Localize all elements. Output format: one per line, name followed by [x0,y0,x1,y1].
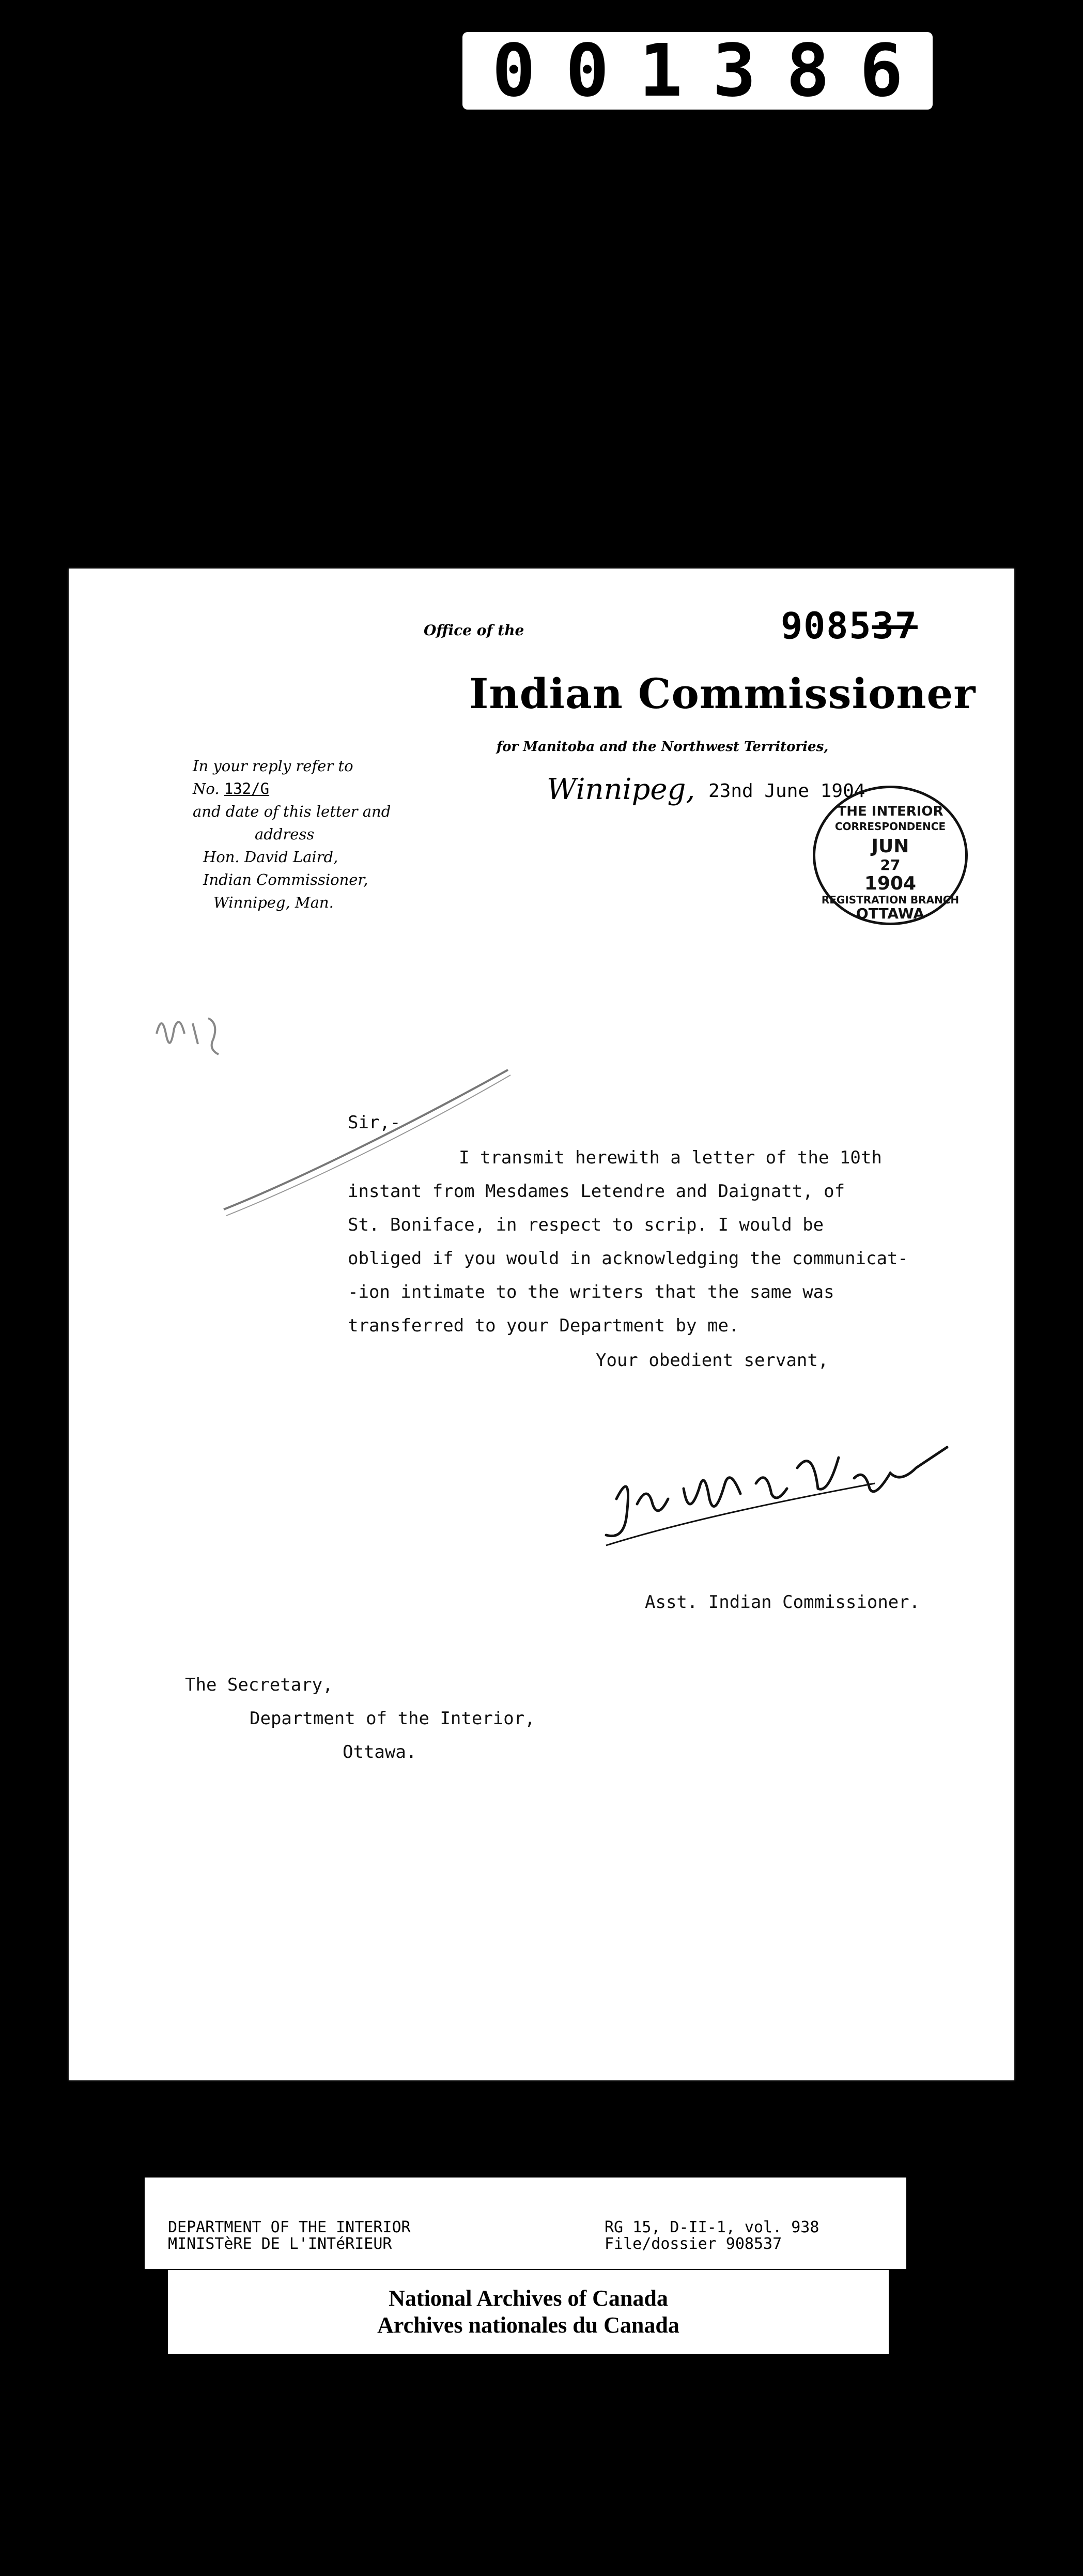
frame-number-label [462,28,933,113]
reply-line-4: address [255,825,315,843]
reply-instructions [193,755,391,914]
reply-reference: 132/G [224,780,270,798]
dept-french: MINISTèRE DE L'INTéRIEUR [168,2235,392,2253]
archive-reference-label [145,2178,906,2269]
national-archives-label [168,2270,889,2354]
letter-page [69,569,1014,2080]
file-number-stamp [781,605,918,647]
letterhead-subtitle: for Manitoba and the Northwest Territories, [497,739,829,755]
recipient-line-3: Ottawa. [343,1742,417,1762]
office-of-label: Office of the [424,622,524,639]
dept-english: DEPARTMENT OF THE INTERIOR [168,2218,411,2236]
reply-line-2 [193,777,391,800]
received-stamp [813,786,968,925]
reply-line-5: Hon. David Laird, [203,848,338,866]
archive-ref-line-1: RG 15, D-II-1, vol. 938 [605,2218,819,2236]
stamp-month: JUN [871,836,909,857]
body-line-5: -ion intimate to the writers that the same was [348,1282,834,1302]
archives-name-english: National Archives of Canada [389,2286,668,2311]
file-number-struck: 37 [872,605,918,647]
archive-ref-line-2: File/dossier 908537 [605,2235,782,2253]
stamp-day: 27 [880,856,901,873]
letterhead-title: Indian Commissioner [469,669,976,718]
stamp-line-6: REGISTRATION BRANCH [821,894,960,906]
stamp-line-1: THE INTERIOR [837,804,943,819]
body-line-2: instant from Mesdames Letendre and Daignatt, of [348,1181,845,1202]
handwritten-signature [585,1427,999,1551]
body-line-4: obliged if you would in acknowledging the communicat- [348,1248,908,1269]
reply-line-1: In your reply refer to [193,757,353,775]
body-line-3: St. Boniface, in respect to scrip. I would be [348,1215,824,1235]
body-line-6: transferred to your Department by me. [348,1315,739,1336]
reply-line-3: and date of this letter and [193,803,391,820]
recipient-line-1: The Secretary, [185,1675,333,1695]
archives-name-french: Archives nationales du Canada [377,2312,679,2338]
letter-place: Winnipeg, [547,773,695,806]
stamp-line-7: OTTAWA [856,905,925,922]
file-number-plain: 9085 [781,605,872,647]
stamp-line-2: CORRESPONDENCE [834,820,946,833]
reply-no-label: No. [193,780,220,798]
reply-line-7: Winnipeg, Man. [213,894,334,911]
salutation: Sir,- [348,1112,401,1133]
stamp-year: 1904 [864,873,917,894]
recipient-line-2: Department of the Interior, [250,1708,535,1729]
letter-date: 23nd June 1904 [708,780,865,802]
reply-line-6: Indian Commissioner, [203,871,368,888]
body-line-1: I transmit herewith a letter of the 10th [459,1147,882,1168]
closing-line: Your obedient servant, [596,1350,829,1371]
frame-number: 001386 [492,28,933,113]
signer-title: Asst. Indian Commissioner. [645,1592,920,1613]
